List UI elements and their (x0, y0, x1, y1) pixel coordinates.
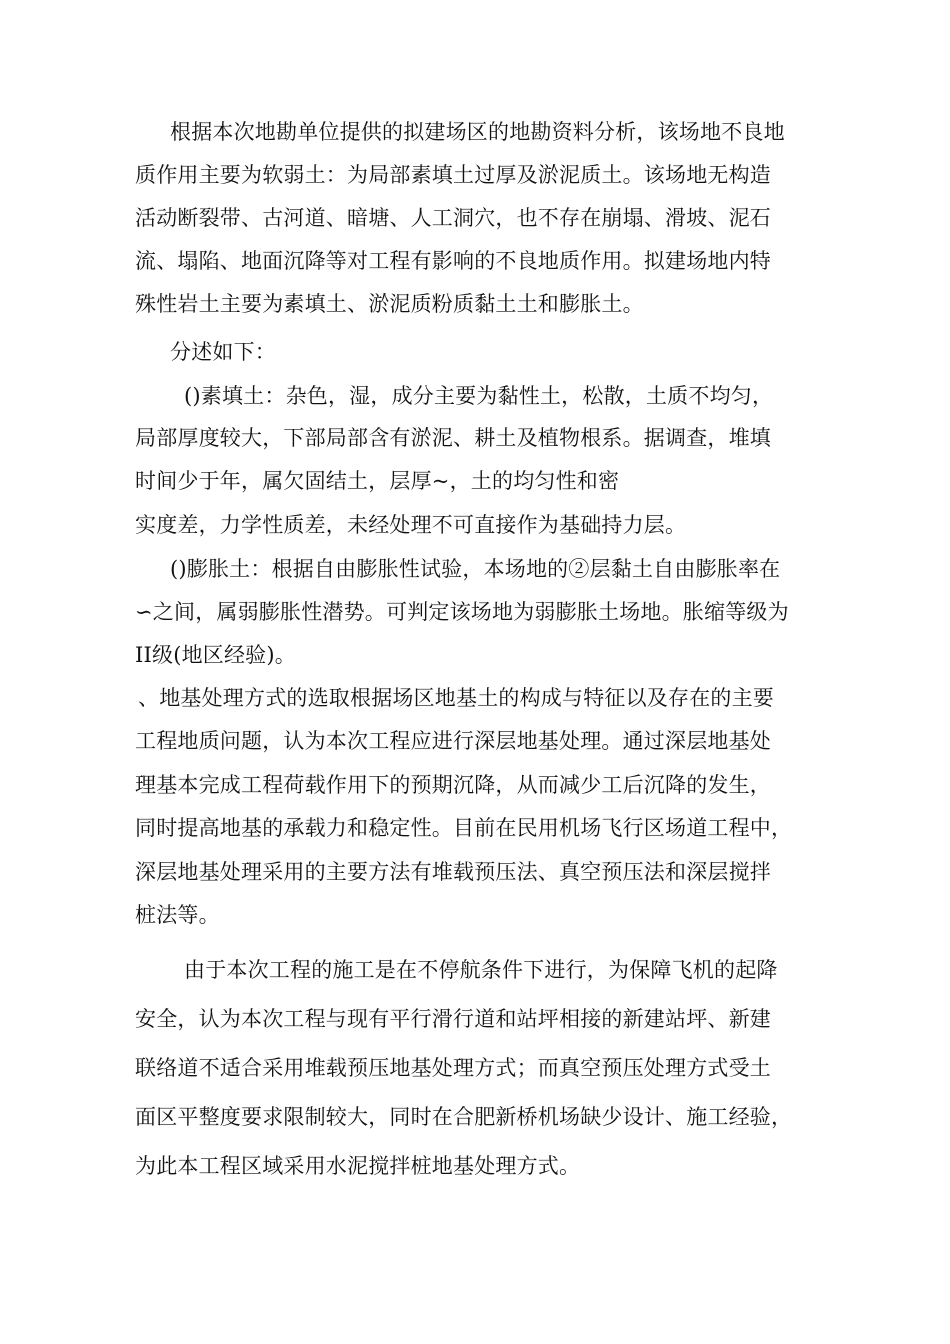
text-line: ∽之间，属弱膨胀性潜势。可判定该场地为弱膨胀土场地。胀缩等级为 (135, 600, 789, 624)
text-line: ()膨胀土：根据自由膨胀性试验，本场地的②层黏土自由膨胀率在 (170, 557, 781, 581)
text-line: 根据本次地勘单位提供的拟建场区的地勘资料分析，该场地不良地 (170, 120, 785, 144)
text-line: 质作用主要为软弱土：为局部素填土过厚及淤泥质土。该场地无构造 (135, 163, 771, 187)
text-line: 由于本次工程的施工是在不停航条件下进行，为保障飞机的起降 (184, 958, 778, 982)
text-line: 殊性岩土主要为素填土、淤泥质粉质黏土土和膨胀土。 (135, 292, 644, 316)
text-line: 时间少于年，属欠固结土，层厚~，土的均匀性和密 (135, 469, 620, 493)
text-line: 流、塌陷、地面沉降等对工程有影响的不良地质作用。拟建场地内特 (135, 249, 771, 273)
text-line: 联络道不适合采用堆载预压地基处理方式；而真空预压处理方式受土 (135, 1056, 771, 1080)
text-line: 活动断裂带、古河道、暗塘、人工洞穴，也不存在崩塌、滑坡、泥石 (135, 206, 771, 230)
text-line: 深层地基处理采用的主要方法有堆载预压法、真空预压法和深层搅拌 (135, 860, 771, 884)
text-line: 同时提高地基的承载力和稳定性。目前在民用机场飞行区场道工程中， (135, 816, 793, 840)
text-line: 工程地质问题，认为本次工程应进行深层地基处理。通过深层地基处 (135, 729, 771, 753)
text-line: 局部厚度较大，下部局部含有淤泥、耕土及植物根系。据调查，堆填 (135, 426, 771, 450)
text-line: 分述如下： (170, 340, 276, 364)
text-line: II级(地区经验)。 (135, 643, 296, 667)
text-line: 面区平整度要求限制较大，同时在合肥新桥机场缺少设计、施工经验， (135, 1105, 793, 1129)
text-line: ()素填土：杂色，湿，成分主要为黏性土，松散，土质不均匀， (184, 384, 774, 408)
text-line: 桩法等。 (135, 903, 220, 927)
text-line: 安全，认为本次工程与现有平行滑行道和站坪相接的新建站坪、新建 (135, 1007, 771, 1031)
text-line: 、地基处理方式的选取根据场区地基土的构成与特征以及存在的主要 (138, 686, 774, 710)
text-line: 为此本工程区域采用水泥搅拌桩地基处理方式。 (135, 1154, 581, 1178)
text-line: 实度差，力学性质差，未经处理不可直接作为基础持力层。 (135, 513, 687, 537)
text-line: 理基本完成工程荷载作用下的预期沉降，从而减少工后沉降的发生， (135, 773, 771, 797)
